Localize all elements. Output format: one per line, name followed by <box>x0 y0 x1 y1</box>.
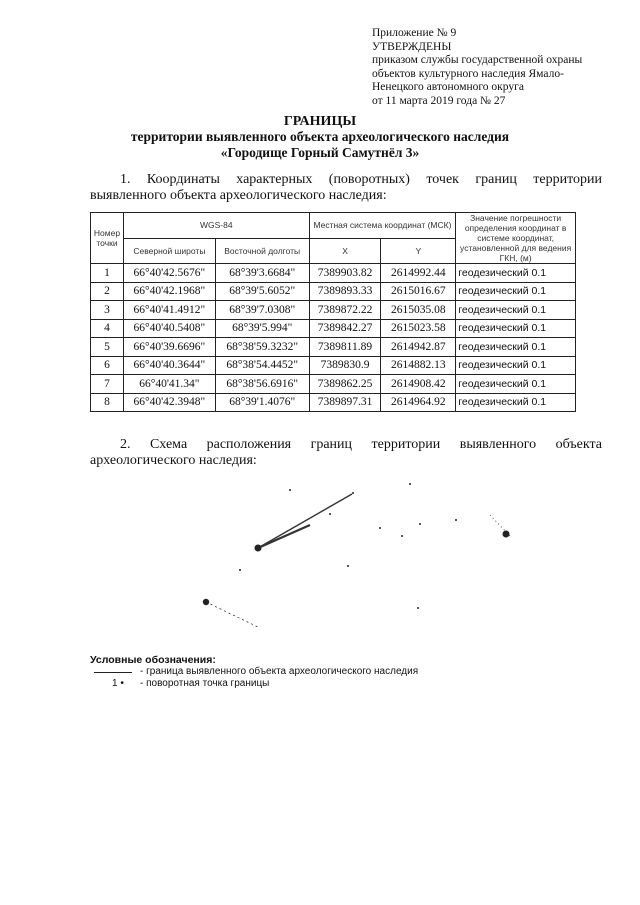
legend-title: Условные обозначения: <box>90 654 216 666</box>
boundary-scheme-map <box>170 470 550 645</box>
header-latitude: Северной широты <box>123 238 215 264</box>
cell-x: 7389872.22 <box>309 301 381 320</box>
cell-latitude: 66°40'42.3948" <box>123 393 215 412</box>
boundary-point-marker <box>203 599 209 605</box>
table-row <box>91 264 576 283</box>
header-accuracy: Значение погрешности определения координат в системе координат, установленной для ведения ГКН, (м) <box>456 213 576 264</box>
cell-x: 7389811.89 <box>309 338 381 357</box>
cell-number: 7 <box>91 375 124 394</box>
cell-longitude: 68°38'56.6916" <box>215 375 309 394</box>
cell-latitude: 66°40'42.5676" <box>123 264 215 283</box>
approval-stamp <box>372 27 582 108</box>
map-speck <box>352 492 354 494</box>
cell-y: 2615023.58 <box>381 319 456 338</box>
section-2-line: 2. Схема расположения границ территории выявленного объекта <box>120 437 602 452</box>
boundary-segment <box>258 494 352 548</box>
cell-latitude: 66°40'41.34" <box>123 375 215 394</box>
boundary-point-marker <box>503 531 510 538</box>
section-1-heading <box>90 172 602 204</box>
boundary-segment <box>206 602 260 628</box>
doc-title: ГРАНИЦЫ <box>283 114 357 129</box>
cell-accuracy: геодезический 0.1 <box>456 356 576 375</box>
header-longitude: Восточной долготы <box>215 238 309 264</box>
map-speck <box>401 535 403 537</box>
cell-number: 4 <box>91 319 124 338</box>
legend-point-label: - поворотная точка границы <box>140 678 270 689</box>
boundary-point-marker <box>255 545 262 552</box>
cell-y: 2614882.13 <box>381 356 456 375</box>
cell-accuracy: геодезический 0.1 <box>456 282 576 301</box>
table-row <box>91 319 576 338</box>
cell-latitude: 66°40'40.3644" <box>123 356 215 375</box>
map-speck <box>419 523 421 525</box>
approval-line: объектов культурного наследия Ямало- <box>372 67 564 80</box>
cell-number: 2 <box>91 282 124 301</box>
cell-x: 7389903.82 <box>309 264 381 283</box>
section-1-line: выявленного объекта археологического наследия: <box>90 188 387 203</box>
cell-accuracy: геодезический 0.1 <box>456 338 576 357</box>
cell-y: 2614908.42 <box>381 375 456 394</box>
header-point-number: Номер точки <box>91 213 124 264</box>
cell-longitude: 68°39'5.6052" <box>215 282 309 301</box>
cell-y: 2614942.87 <box>381 338 456 357</box>
cell-accuracy: геодезический 0.1 <box>456 393 576 412</box>
cell-x: 7389897.31 <box>309 393 381 412</box>
cell-x: 7389842.27 <box>309 319 381 338</box>
header-x: X <box>309 238 381 264</box>
map-speck <box>347 565 349 567</box>
table-row <box>91 338 576 357</box>
doc-subtitle: территории выявленного объекта археологического наследия <box>130 129 510 144</box>
table-row <box>91 301 576 320</box>
border-line-symbol <box>94 672 132 673</box>
cell-accuracy: геодезический 0.1 <box>456 319 576 338</box>
map-speck <box>417 607 419 609</box>
table-row <box>91 282 576 301</box>
cell-latitude: 66°40'42.1968" <box>123 282 215 301</box>
cell-longitude: 68°39'7.0308" <box>215 301 309 320</box>
approval-line: Ненецкого автономного округа <box>372 81 524 93</box>
cell-x: 7389893.33 <box>309 282 381 301</box>
header-wgs84: WGS-84 <box>123 213 309 239</box>
cell-number: 8 <box>91 393 124 412</box>
map-speck <box>409 483 411 485</box>
cell-latitude: 66°40'39.6696" <box>123 338 215 357</box>
cell-latitude: 66°40'40.5408" <box>123 319 215 338</box>
cell-longitude: 68°39'3.6684" <box>215 264 309 283</box>
legend-item-point <box>90 678 270 690</box>
map-speck <box>289 489 291 491</box>
header-y: Y <box>381 238 456 264</box>
section-2-line: археологического наследия: <box>90 453 257 468</box>
legend-border-label: - граница выявленного объекта археологического наследия <box>140 666 419 677</box>
map-legend <box>90 654 419 690</box>
boundary-segment <box>258 525 310 548</box>
cell-y: 2615016.67 <box>381 282 456 301</box>
cell-number: 6 <box>91 356 124 375</box>
cell-accuracy: геодезический 0.1 <box>456 375 576 394</box>
table-row <box>91 356 576 375</box>
cell-number: 5 <box>91 338 124 357</box>
turn-point-symbol: 1 • <box>112 678 124 689</box>
header-msk: Местная система координат (МСК) <box>309 213 456 239</box>
table-row <box>91 375 576 394</box>
cell-y: 2615035.08 <box>381 301 456 320</box>
cell-y: 2614964.92 <box>381 393 456 412</box>
object-name: «Городище Горный Самутнёл 3» <box>220 145 420 160</box>
map-speck <box>455 519 457 521</box>
cell-longitude: 68°38'54.4452" <box>215 356 309 375</box>
map-speck <box>379 527 381 529</box>
cell-number: 1 <box>91 264 124 283</box>
legend-item-border <box>90 666 419 678</box>
map-speck <box>239 569 241 571</box>
table-row <box>91 393 576 412</box>
approval-line: от 11 марта 2019 года № 27 <box>372 94 506 107</box>
cell-x: 7389830.9 <box>309 356 381 375</box>
cell-number: 3 <box>91 301 124 320</box>
approval-line: приказом службы государственной охраны <box>372 54 583 66</box>
cell-accuracy: геодезический 0.1 <box>456 301 576 320</box>
section-2-heading <box>90 437 602 469</box>
map-markers <box>203 483 510 609</box>
map-speck <box>329 513 331 515</box>
cell-accuracy: геодезический 0.1 <box>456 264 576 283</box>
cell-y: 2614992.44 <box>381 264 456 283</box>
cell-latitude: 66°40'41.4912" <box>123 301 215 320</box>
section-1-line: 1. Координаты характерных (поворотных) точек границ территории <box>120 172 602 187</box>
map-boundary-lines <box>206 494 510 628</box>
approval-line: Приложение № 9 <box>372 27 457 39</box>
cell-x: 7389862.25 <box>309 375 381 394</box>
approval-line: УТВЕРЖДЕНЫ <box>372 40 452 53</box>
coordinates-table <box>90 212 576 412</box>
cell-longitude: 68°39'1.4076" <box>215 393 309 412</box>
cell-longitude: 68°39'5.994" <box>215 319 309 338</box>
cell-longitude: 68°38'59.3232" <box>215 338 309 357</box>
